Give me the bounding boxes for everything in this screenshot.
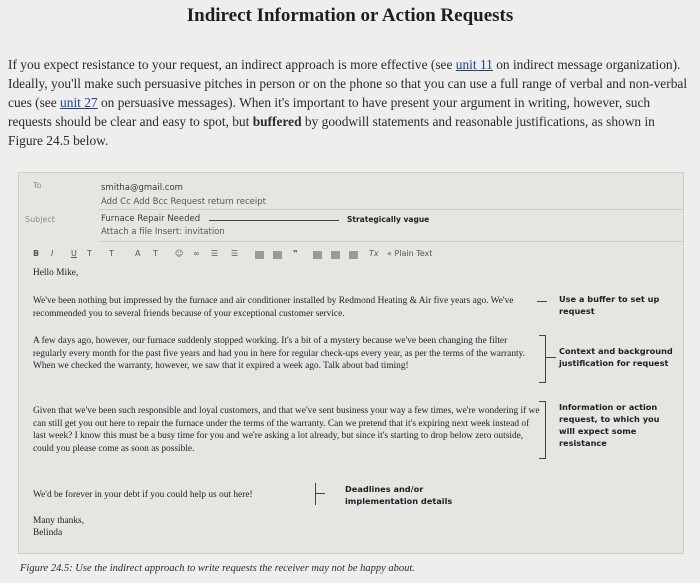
deadline-bracket bbox=[315, 483, 322, 505]
note-context: Context and background justification for request bbox=[559, 346, 673, 368]
emoji-icon[interactable]: ☺ bbox=[175, 249, 184, 258]
bulleted-list-icon[interactable]: ☰ bbox=[231, 249, 239, 258]
indent-less-icon[interactable] bbox=[255, 251, 264, 259]
intro-text-1: If you expect resistance to your request, an indirect approach is more effective (see bbox=[8, 57, 456, 72]
header-divider bbox=[99, 209, 683, 210]
email-para-context: A few days ago, however, our furnace suddenly stopped working. It's a bit of a mystery because we've been changing the filter regularly every month for the past five years and had you in here for regular check-ups every year, as per the terms of the warranty. When we checked the warranty, however, we saw that it expired a week ago. Talk about bad timing! bbox=[33, 336, 526, 371]
to-label: To bbox=[33, 181, 42, 190]
font-color-icon[interactable]: A bbox=[135, 249, 141, 258]
email-figure bbox=[18, 172, 684, 554]
italic-icon[interactable]: I bbox=[51, 249, 54, 258]
unit-27-link[interactable]: unit 27 bbox=[60, 95, 98, 110]
highlight-icon[interactable]: T bbox=[153, 249, 158, 258]
font-size-icon[interactable]: T bbox=[109, 249, 114, 258]
request-bracket bbox=[539, 401, 546, 459]
align-icon-3[interactable] bbox=[349, 251, 358, 259]
header-divider-2 bbox=[99, 241, 683, 242]
note-request: Information or action request, to which you will expect some resistance bbox=[559, 402, 660, 448]
attach-links[interactable]: Attach a file Insert: invitation bbox=[101, 227, 225, 237]
remove-format-icon[interactable]: Tx bbox=[369, 249, 379, 258]
intro-text-2: on indirect message organization). Ideally, you'll make such persuasive pitches in person or on the phone so that you can use a full range of verbal and non-verbal cues (see bbox=[8, 57, 688, 110]
figure-caption: Figure 24.5: Use the indirect approach to write requests the receiver may not be happy about. bbox=[20, 563, 415, 574]
quote-icon[interactable]: ❞ bbox=[293, 249, 298, 258]
email-para-buffer: We've been nothing but impressed by the furnace and air conditioner installed by Redmond Heating & Air five years ago. We've recommended you to several friends because of your exceptional customer service. bbox=[33, 296, 514, 319]
context-bracket bbox=[539, 335, 546, 383]
intro-text-3: on persuasive messages). When it's important to have present your argument in writing, however, such requests should be clear and easy to spot, but bbox=[8, 95, 651, 129]
intro-paragraph bbox=[8, 55, 692, 150]
plain-text-toggle[interactable]: « Plain Text bbox=[387, 249, 433, 258]
email-para-deadline: We'd be forever in your debt if you could help us out here! bbox=[33, 490, 253, 500]
numbered-list-icon[interactable]: ☰ bbox=[211, 249, 219, 258]
unit-11-link[interactable]: unit 11 bbox=[455, 57, 493, 72]
underline-icon[interactable]: U bbox=[71, 249, 77, 258]
greeting: Hello Mike, bbox=[33, 268, 79, 278]
signature: Belinda bbox=[33, 528, 63, 538]
cc-bcc-links[interactable]: Add Cc Add Bcc Request return receipt bbox=[101, 197, 266, 207]
bold-icon[interactable]: B bbox=[33, 249, 40, 258]
note-deadline: Deadlines and/or implementation details bbox=[345, 484, 453, 506]
context-connector bbox=[546, 357, 556, 358]
page-title: Indirect Information or Action Requests bbox=[186, 5, 514, 26]
email-para-request: Given that we've been such responsible and loyal customers, and that we've sent business your way a few times, we're wondering if we can still get you out here to repair the furnace under the terms of the warranty. Can we pretend that it's expiring next week instead of last week? I know this must be a busy time for you and we're asking a lot already, but since it's starting to drop below zero outside, could you please come as soon as possible. bbox=[33, 406, 540, 454]
indent-more-icon[interactable] bbox=[273, 251, 282, 259]
intro-bold-word: buffered bbox=[252, 114, 302, 129]
subject-callout: Strategically vague bbox=[347, 215, 430, 224]
subject-arrow bbox=[209, 220, 339, 221]
closing: Many thanks, bbox=[33, 516, 85, 526]
format-toolbar bbox=[19, 247, 683, 263]
note-buffer: Use a buffer to set up request bbox=[559, 294, 660, 316]
subject-label: Subject bbox=[25, 215, 55, 224]
link-icon[interactable]: ∞ bbox=[193, 249, 200, 258]
to-field[interactable]: smitha@gmail.com bbox=[101, 183, 183, 193]
deadline-connector bbox=[315, 493, 325, 494]
buffer-connector bbox=[537, 301, 547, 302]
align-icon[interactable] bbox=[313, 251, 322, 259]
subject-field[interactable]: Furnace Repair Needed bbox=[101, 214, 201, 224]
intro-text-4: by goodwill statements and reasonable justifications, as shown in Figure 24.5 below. bbox=[8, 114, 655, 148]
text-style-icon[interactable]: T bbox=[87, 249, 92, 258]
align-icon-2[interactable] bbox=[331, 251, 340, 259]
